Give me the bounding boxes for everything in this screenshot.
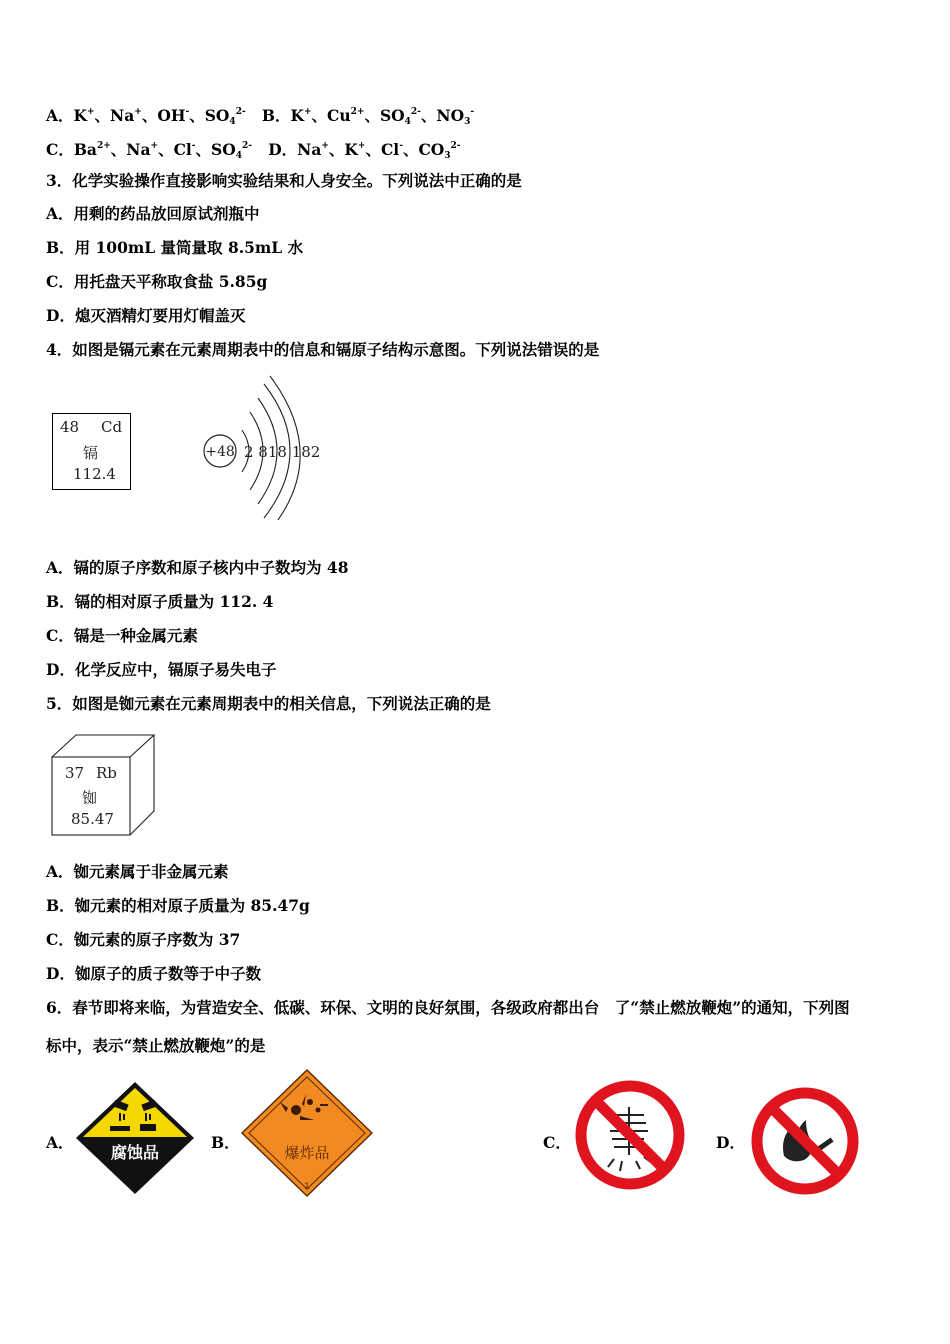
no-fireworks-sign-icon[interactable] [574, 1079, 686, 1191]
cadmium-symbol: Cd [101, 418, 123, 436]
atom-electron-shells: 2 818 182 [244, 443, 321, 461]
cadmium-number: 48 [60, 418, 80, 436]
q2-option-a[interactable]: A．K+、Na+、OH-、$SO_4^{2-}$ [46, 106, 246, 127]
q2-option-c[interactable]: C．$Ba^{2+}$、Na+、Cl-、$SO_4^{2-}$ [46, 140, 253, 161]
explosive-class-number: 1 [304, 1182, 310, 1192]
corrosive-sign-text: 腐蚀品 [110, 1143, 160, 1162]
cadmium-atom-diagram [198, 372, 328, 522]
explosive-sign-icon[interactable] [240, 1068, 374, 1198]
corrosive-sign-icon[interactable] [74, 1080, 196, 1196]
q5-option-a[interactable]: A．铷元素属于非金属元素 [46, 862, 229, 881]
q6-label-d[interactable]: D． [716, 1133, 745, 1152]
q5-option-b[interactable]: B．铷元素的相对原子质量为 85.47g [46, 896, 310, 915]
q5-stem: 5．如图是铷元素在元素周期表中的相关信息，下列说法正确的是 [46, 694, 491, 713]
atom-nucleus-charge: +48 [205, 444, 235, 460]
q3-option-d[interactable]: D．熄灭酒精灯要用灯帽盖灭 [46, 306, 246, 325]
q2-option-b[interactable]: B．K+、$Cu^{2+}$、$SO_4^{2-}$、$NO_3^-$ [261, 106, 475, 127]
q6-label-c[interactable]: C． [543, 1133, 571, 1152]
rubidium-symbol: Rb [96, 764, 117, 782]
q6-stem-line1: 6．春节即将来临，为营造安全、低碳、环保、文明的良好氛围，各级政府都出台 了“禁止燃放鞭炮”的通知，下列图 [46, 998, 850, 1017]
q2-options-row1 [46, 102, 474, 132]
no-open-flame-sign-icon[interactable] [750, 1086, 860, 1196]
q4-option-b[interactable]: B．镉的相对原子质量为 112. 4 [46, 592, 274, 611]
q5-option-d[interactable]: D．铷原子的质子数等于中子数 [46, 964, 261, 983]
q2-option-d[interactable]: D．Na+、K+、Cl-、$CO_3^{2-}$ [268, 140, 461, 161]
cadmium-mass: 112.4 [73, 465, 116, 483]
q4-stem: 4．如图是镉元素在元素周期表中的信息和镉原子结构示意图。下列说法错误的是 [46, 340, 600, 359]
q6-label-b[interactable]: B． [211, 1133, 240, 1152]
q6-label-a[interactable]: A． [46, 1133, 74, 1152]
q4-option-d[interactable]: D．化学反应中，镉原子易失电子 [46, 660, 277, 679]
rubidium-number: 37 [65, 764, 85, 782]
cadmium-periodic-cell [52, 413, 131, 490]
q4-option-a[interactable]: A．镉的原子序数和原子核内中子数均为 48 [46, 558, 349, 577]
cadmium-name: 镉 [83, 444, 99, 462]
q3-option-c[interactable]: C．用托盘天平称取食盐 5.85g [46, 272, 268, 291]
rubidium-name: 铷 [82, 789, 98, 807]
q5-option-c[interactable]: C．铷元素的原子序数为 37 [46, 930, 241, 949]
q2-options-row2 [46, 136, 461, 166]
explosive-sign-text: 爆炸品 [284, 1144, 330, 1162]
rubidium-mass: 85.47 [71, 810, 114, 828]
q3-option-b[interactable]: B．用 100mL 量筒量取 8.5mL 水 [46, 238, 304, 257]
q3-stem: 3．化学实验操作直接影响实验结果和人身安全。下列说法中正确的是 [46, 171, 522, 190]
rubidium-periodic-cell [52, 757, 130, 835]
q3-option-a[interactable]: A．用剩的药品放回原试剂瓶中 [46, 204, 260, 223]
q4-option-c[interactable]: C．镉是一种金属元素 [46, 626, 198, 645]
q6-stem-line2: 标中，表示“禁止燃放鞭炮”的是 [46, 1036, 266, 1055]
